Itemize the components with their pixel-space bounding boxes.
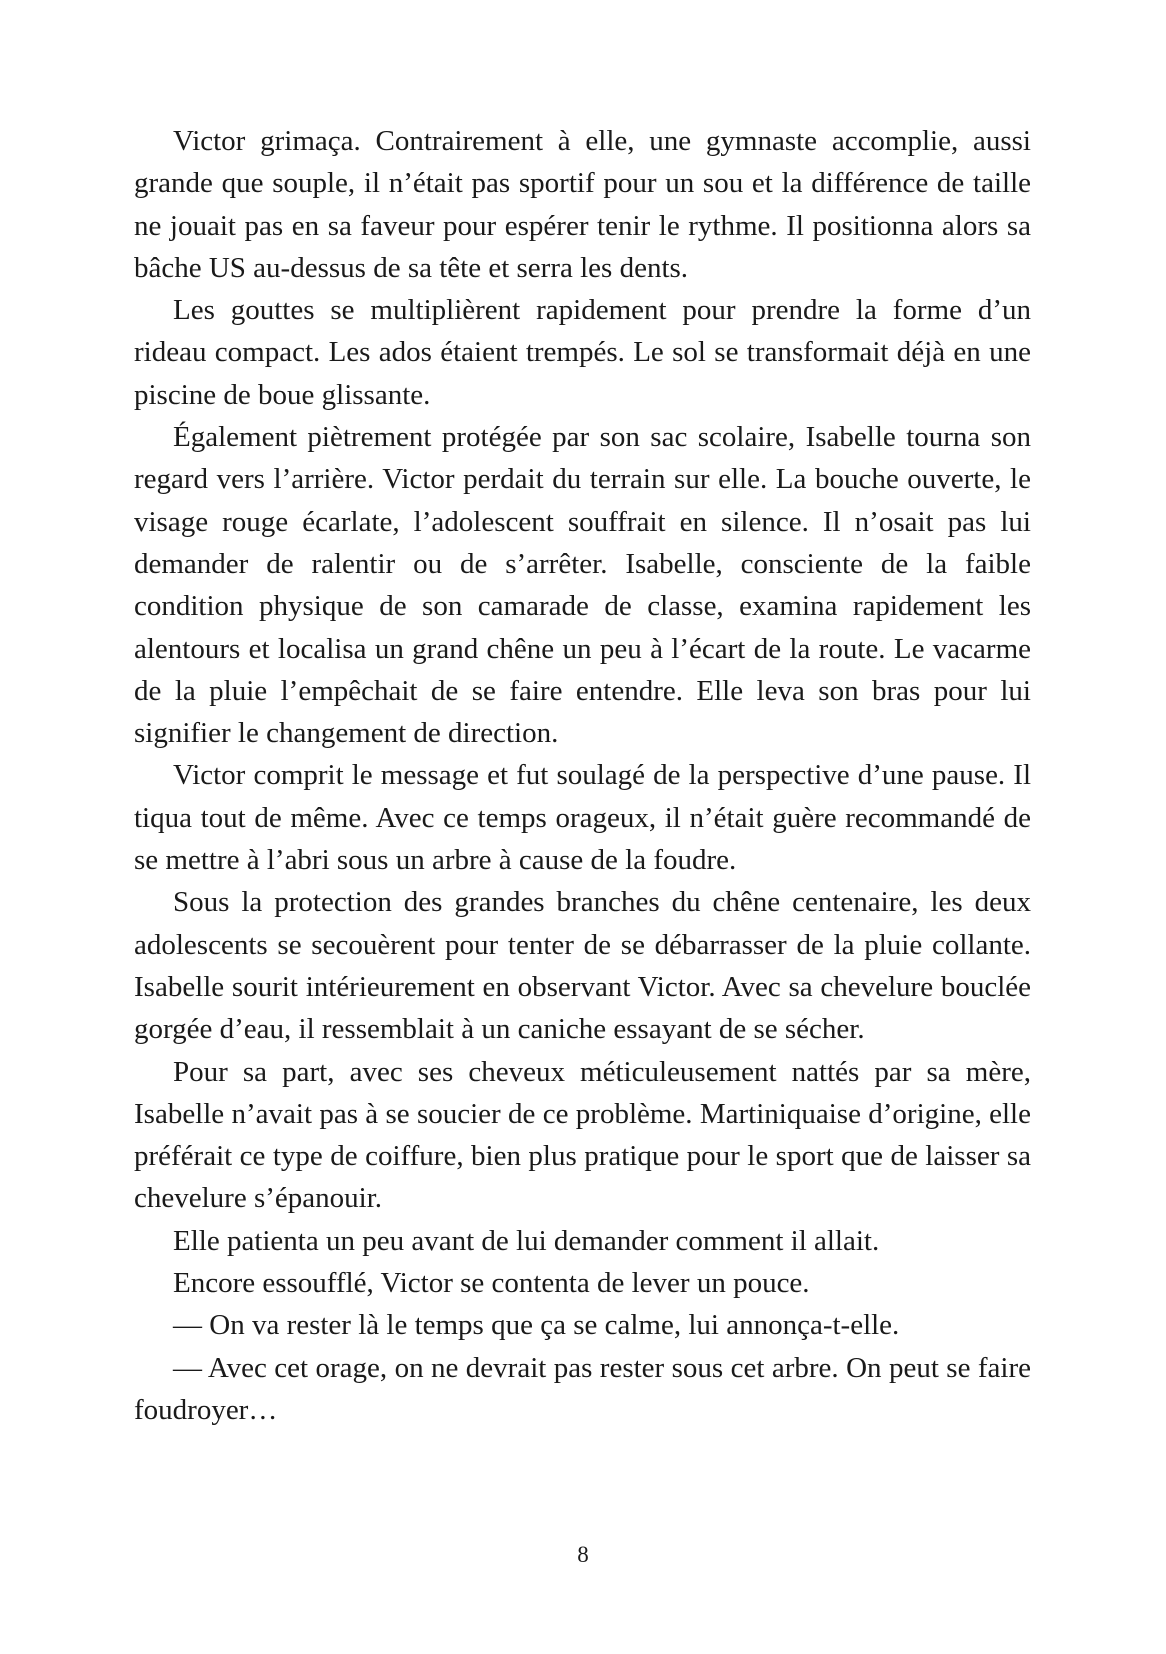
paragraph: Victor comprit le message et fut soulagé de la perspective d’une pause. Il tiqua tout de même. Avec ce temps orageux, il n’était guère recommandé de se mettre à l’abri sous un arbre à cause de la foudre. [134, 759, 1031, 877]
paragraph: Pour sa part, avec ses cheveux méticuleusement nattés par sa mère, Isabelle n’avait pas à se soucier de ce problème. Martiniquaise d’origine, elle préférait ce type de coiffure, bien plus pratique pour le sport que de laisser sa chevelure s’épanouir. [134, 1055, 1031, 1215]
paragraph: Les gouttes se multiplièrent rapidement pour prendre la forme d’un rideau compact. Les ados étaient trempés. Le sol se transformait déjà en une piscine de boue glissante. [134, 294, 1031, 411]
paragraph: Victor grimaça. Contrairement à elle, une gymnaste accomplie, aussi grande que souple, il n’était pas sportif pour un sou et la différence de taille ne jouait pas en sa faveur pour espérer tenir le rythme. Il positionna alors sa bâche US au-dessus de sa tête et serra les dents. [134, 125, 1031, 284]
paragraph: Elle patienta un peu avant de lui demander comment il allait. [173, 1224, 880, 1257]
dialogue-line: — On va rester là le temps que ça se calme, lui annonça-t-elle. [173, 1309, 900, 1342]
paragraph: Également piètrement protégée par son sac scolaire, Isabelle tourna son regard vers l’arrière. Victor perdait du terrain sur elle. La bouche ouverte, le visage rouge écarlate, l’adolescent souffrait en silence. Il n’osait pas lui demander de ralentir ou de s’arrêter. Isabelle, consciente de la faible condition physique de son camarade de classe, examina rapidement les alentours et localisa un grand chêne un peu à l’écart de la route. Le vacarme de la pluie l’empêchait de se faire entendre. Elle leva son bras pour lui signifier le changement de direction. [134, 421, 1031, 750]
paragraph: Sous la protection des grandes branches du chêne centenaire, les deux adolescents se secouèrent pour tenter de se débarrasser de la pluie collante. Isabelle sourit intérieurement en observant Victor. Avec sa chevelure bouclée gorgée d’eau, il ressemblait à un caniche essayant de se sécher. [134, 886, 1031, 1046]
body-text [134, 120, 1031, 1431]
dialogue-line: — Avec cet orage, on ne devrait pas rester sous cet arbre. On peut se faire foudroyer… [134, 1351, 1031, 1426]
page-number: 8 [577, 1542, 589, 1567]
paragraph: Encore essoufflé, Victor se contenta de lever un pouce. [173, 1267, 810, 1300]
